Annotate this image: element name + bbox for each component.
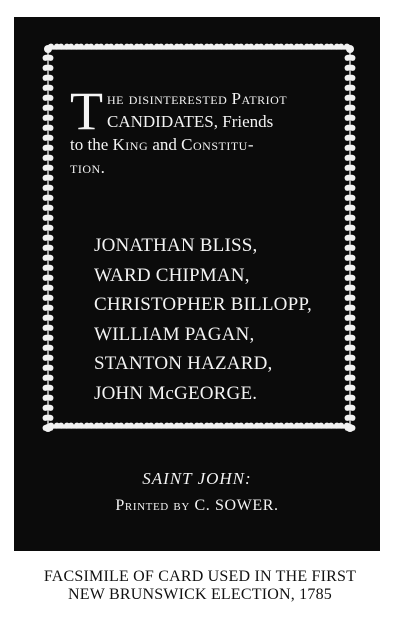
place-name: SAINT JOHN: — [142, 469, 252, 488]
candidate-name: STANTON HAZARD, — [94, 353, 273, 374]
heading-and: and — [152, 135, 177, 154]
heading-patriot: Patriot — [231, 89, 288, 108]
candidate-name: JONATHAN BLISS, — [94, 235, 258, 256]
drop-cap-letter: T — [70, 81, 103, 141]
card-heading — [70, 81, 355, 179]
corner-rosette — [346, 45, 354, 53]
corner-rosette — [44, 424, 52, 432]
heading-friends: Friends — [222, 112, 274, 131]
candidate-name: JOHN McGEORGE. — [94, 382, 258, 404]
heading-intro: he disinterested — [107, 89, 228, 108]
candidate-name: WARD CHIPMAN, — [94, 264, 250, 286]
heading-king: King — [112, 135, 149, 154]
election-card — [14, 17, 380, 551]
figure-caption — [0, 568, 400, 604]
caption-line: NEW BRUNSWICK ELECTION, 1785 — [68, 586, 332, 603]
corner-rosette — [44, 45, 52, 53]
caption-line: FACSIMILE OF CARD USED IN THE FIRST — [43, 568, 357, 585]
candidate-name: CHRISTOPHER BILLOPP, — [94, 294, 312, 315]
heading-constitution-2: tion. — [70, 158, 106, 177]
corner-rosette — [346, 424, 354, 432]
candidate-name: WILLIAM PAGAN, — [94, 323, 255, 345]
candidate-list — [94, 231, 312, 408]
heading-to-the: to the — [70, 135, 109, 154]
printer-line: Printed by C. SOWER. — [115, 497, 279, 514]
heading-constitution-1: Constitu- — [181, 135, 254, 154]
heading-candidates: CANDIDATES, — [107, 112, 218, 131]
